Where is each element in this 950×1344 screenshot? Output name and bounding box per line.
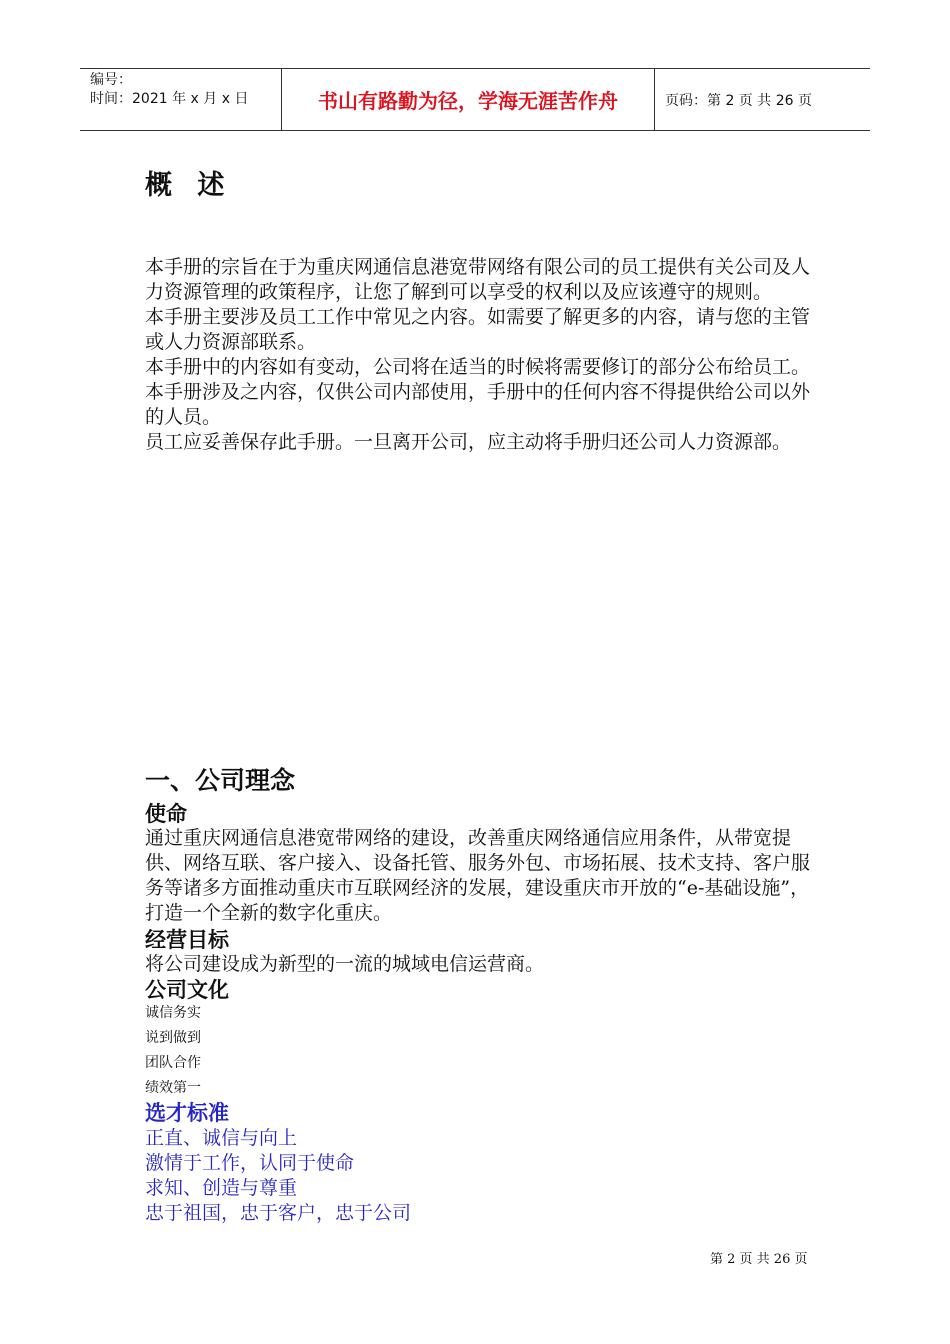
talent-item: 求知、创造与尊重 bbox=[145, 1177, 298, 1199]
time-label: 时间：2021 年 x 月 x 日 bbox=[90, 91, 249, 107]
overview-body bbox=[145, 255, 810, 455]
section-title-philosophy: 一、公司理念 bbox=[145, 766, 296, 795]
goal-heading: 经营目标 bbox=[145, 928, 229, 952]
talent-list bbox=[145, 1126, 810, 1226]
talent-heading: 选才标准 bbox=[145, 1101, 229, 1125]
talent-item: 忠于祖国，忠于客户，忠于公司 bbox=[145, 1202, 412, 1224]
overview-paragraph: 本手册的宗旨在于为重庆网通信息港宽带网络有限公司的员工提供有关公司及人力资源管理的政策程序，让您了解到可以享受的权利以及应该遵守的规则。 bbox=[145, 256, 811, 303]
header-meta bbox=[80, 69, 281, 130]
header-motto: 书山有路勤为径，学海无涯苦作舟 bbox=[281, 69, 655, 130]
overview-paragraph: 本手册主要涉及员工工作中常见之内容。如需要了解更多的内容，请与您的主管或人力资源部联系。 bbox=[145, 306, 811, 353]
header-page-label: 页码：第 2 页 共 26 页 bbox=[665, 92, 812, 109]
culture-heading: 公司文化 bbox=[145, 978, 229, 1002]
overview-paragraph: 本手册中的内容如有变动，公司将在适当的时候将需要修订的部分公布给员工。 bbox=[145, 356, 811, 378]
mission-heading: 使命 bbox=[145, 802, 187, 826]
overview-paragraph: 员工应妥善保存此手册。一旦离开公司，应主动将手册归还公司人力资源部。 bbox=[145, 431, 792, 453]
overview-title: 概 述 bbox=[145, 170, 233, 201]
talent-item: 激情于工作，认同于使命 bbox=[145, 1152, 355, 1174]
culture-item: 绩效第一 bbox=[145, 1080, 201, 1096]
mission-text: 通过重庆网通信息港宽带网络的建设，改善重庆网络通信应用条件，从带宽提供、网络互联、客户接入、设备托管、服务外包、市场拓展、技术支持、客户服务等诸多方面推动重庆市互联网经济的发展，建设重庆市开放的“e-基础设施”，打造一个全新的数字化重庆。 bbox=[145, 827, 811, 924]
overview-paragraph: 本手册涉及之内容，仅供公司内部使用，手册中的任何内容不得提供给公司以外的人员。 bbox=[145, 381, 811, 428]
number-label: 编号： bbox=[90, 72, 132, 88]
goal-text: 将公司建设成为新型的一流的城域电信运营商。 bbox=[145, 953, 545, 975]
culture-item: 团队合作 bbox=[145, 1055, 201, 1071]
talent-item: 正直、诚信与向上 bbox=[145, 1127, 298, 1149]
page-footer: 第 2 页 共 26 页 bbox=[710, 1252, 808, 1267]
page-header bbox=[80, 68, 870, 131]
culture-item: 说到做到 bbox=[145, 1030, 201, 1046]
culture-item: 诚信务实 bbox=[145, 1005, 201, 1021]
